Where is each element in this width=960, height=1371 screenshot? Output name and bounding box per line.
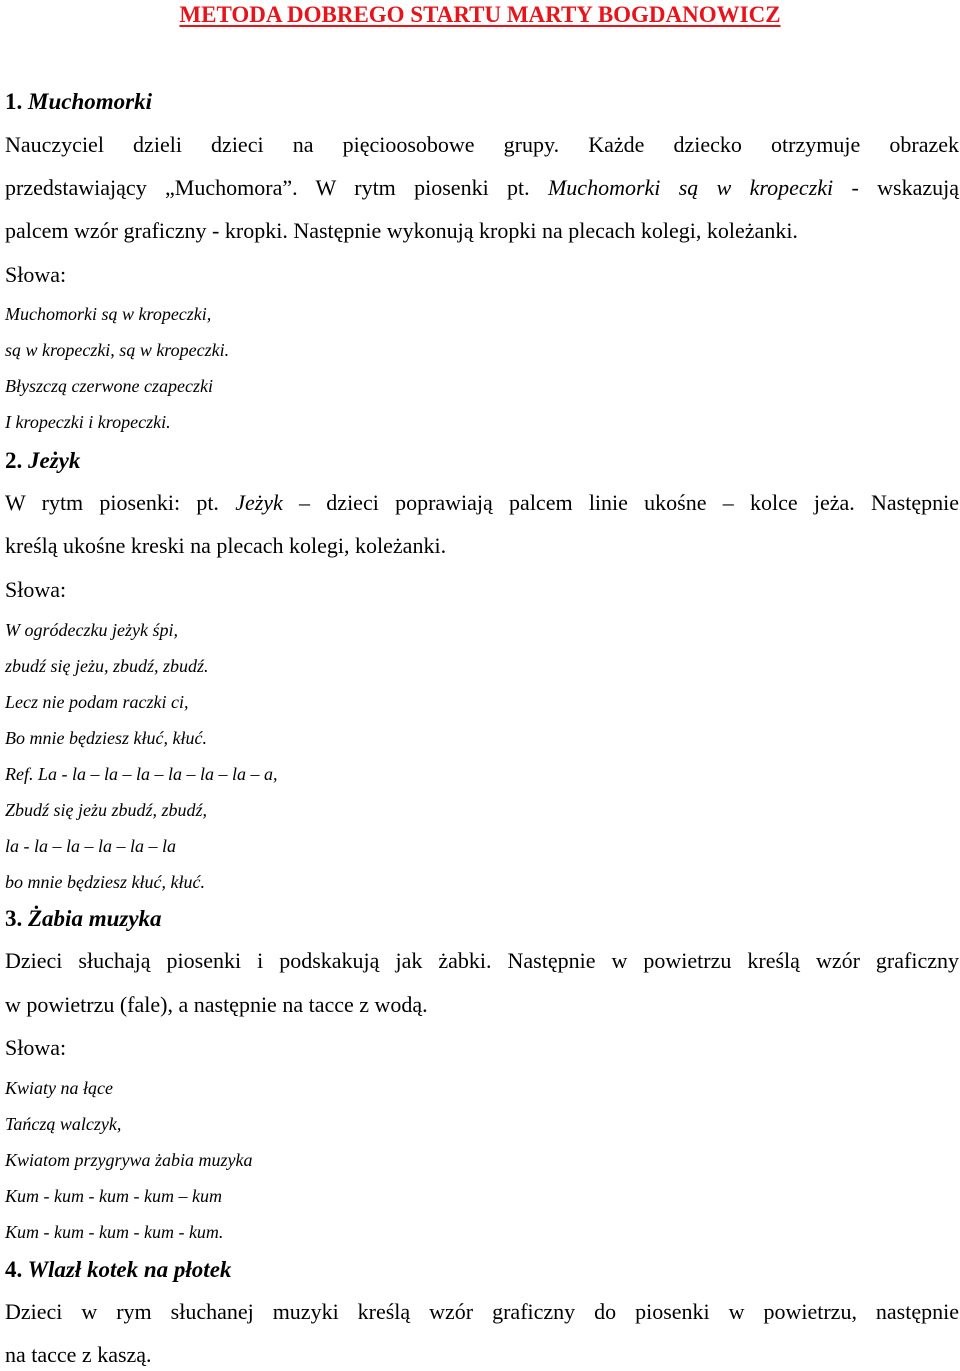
section-4-desc-line-2: na tacce z kaszą. xyxy=(5,1342,152,1367)
section-3-desc-line-1: Dzieci słuchają piosenki i podskakują jak żabki. Następnie w powietrzu kreślą wzór graficzny xyxy=(5,948,959,973)
section-1-number: 1. xyxy=(5,89,23,114)
section-2-heading xyxy=(5,448,80,474)
lyric-line: Tańczą walczyk, xyxy=(5,1114,122,1134)
song-title-muchomorki: Muchomorki są w kropeczki xyxy=(547,175,834,200)
lyric-line: Kum - kum - kum - kum - kum. xyxy=(5,1222,224,1242)
lyric-line: Muchomorki są w kropeczki, xyxy=(5,304,212,324)
lyric-line: W ogródeczku jeżyk śpi, xyxy=(5,620,178,640)
lyric-line: Błyszczą czerwone czapeczki xyxy=(5,376,213,396)
section-1-desc-text: przedstawiający „Muchomora”. W rytm piosenki pt. xyxy=(5,175,548,200)
lyric-line: bo mnie będziesz kłuć, kłuć. xyxy=(5,872,205,892)
lyric-line: Kwiaty na łące xyxy=(5,1078,113,1098)
lyric-line: są w kropeczki, są w kropeczki. xyxy=(5,340,230,360)
lyric-line: Ref. La - la – la – la – la – la – la – a, xyxy=(5,764,278,784)
section-1-desc-line-3: palcem wzór graficzny - kropki. Następnie wykonują kropki na plecach kolegi, koleżanki. xyxy=(5,218,798,243)
section-1-heading xyxy=(5,89,152,115)
section-1-slowa-label: Słowa: xyxy=(5,262,67,287)
song-title-jezyk: Jeżyk xyxy=(235,490,283,515)
document-title: METODA DOBREGO STARTU MARTY BOGDANOWICZ xyxy=(179,2,781,27)
section-1-title: Muchomorki xyxy=(28,89,152,114)
section-4-heading xyxy=(5,1257,231,1283)
section-3-slowa-label: Słowa: xyxy=(5,1035,67,1060)
section-4-number: 4. xyxy=(5,1257,23,1282)
section-4-desc-line-1: Dzieci w rym słuchanej muzyki kreślą wzór graficzny do piosenki w powietrzu, następnie xyxy=(5,1299,959,1324)
section-1-desc-text-end: - wskazują xyxy=(833,175,959,200)
section-2-number: 2. xyxy=(5,448,23,473)
section-1-desc-line-1: Nauczyciel dzieli dzieci na pięcioosobowe grupy. Każde dziecko otrzymuje obrazek xyxy=(5,132,959,157)
lyric-line: zbudź się jeżu, zbudź, zbudź. xyxy=(5,656,209,676)
lyric-line: I kropeczki i kropeczki. xyxy=(5,412,171,432)
section-2-desc-line-2: kreślą ukośne kreski na plecach kolegi, koleżanki. xyxy=(5,533,447,558)
section-3-desc-line-2: w powietrzu (fale), a następnie na tacce z wodą. xyxy=(5,992,428,1017)
lyric-line: Zbudź się jeżu zbudź, zbudź, xyxy=(5,800,208,820)
section-2-desc-text-end: – dzieci poprawiają palcem linie ukośne – kolce jeża. Następnie xyxy=(282,490,959,515)
lyric-line: Bo mnie będziesz kłuć, kłuć. xyxy=(5,728,207,748)
section-1-desc-line-2 xyxy=(5,175,959,201)
section-2-title: Jeżyk xyxy=(28,448,81,473)
section-4-title: Wlazł kotek na płotek xyxy=(27,1257,232,1282)
lyric-line: Lecz nie podam raczki ci, xyxy=(5,692,189,712)
section-2-desc-text: W rytm piosenki: pt. xyxy=(5,490,236,515)
lyric-line: la - la – la – la – la – la xyxy=(5,836,176,856)
section-3-heading xyxy=(5,906,162,932)
section-2-slowa-label: Słowa: xyxy=(5,577,67,602)
lyric-line: Kum - kum - kum - kum – kum xyxy=(5,1186,222,1206)
section-2-desc-line-1 xyxy=(5,490,959,516)
section-3-number: 3. xyxy=(5,906,23,931)
section-3-title: Żabia muzyka xyxy=(28,906,162,931)
lyric-line: Kwiatom przygrywa żabia muzyka xyxy=(5,1150,253,1170)
